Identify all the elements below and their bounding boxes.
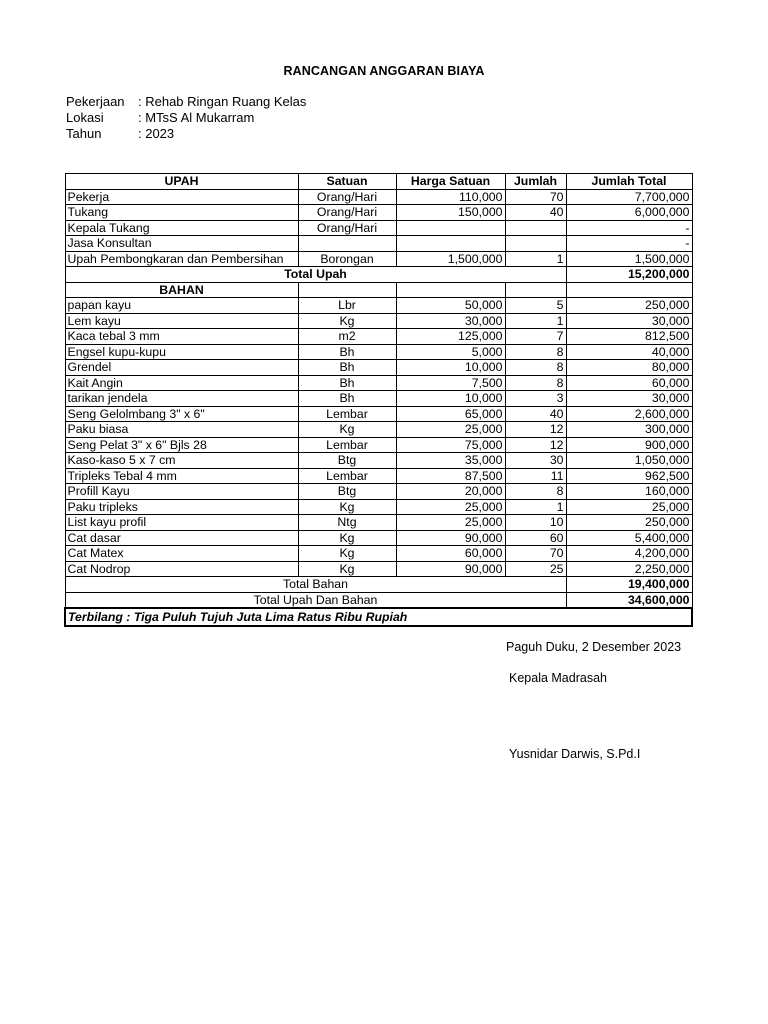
item-cell: Grendel [65,360,298,376]
total-cell: 80,000 [566,360,692,376]
harga-cell [396,236,505,252]
item-cell: papan kayu [65,298,298,314]
table-row [65,422,692,438]
harga-cell: 25,000 [396,515,505,531]
satuan-cell: Bh [298,360,396,376]
harga-cell: 50,000 [396,298,505,314]
jumlah-cell: 12 [505,422,566,438]
item-cell: Kaca tebal 3 mm [65,329,298,345]
jumlah-cell [505,220,566,236]
total-cell: - [566,236,692,252]
item-cell: Lem kayu [65,313,298,329]
total-cell: 962,500 [566,468,692,484]
signature-name: Yusnidar Darwis, S.Pd.I [509,747,641,761]
item-cell: Pekerja [65,189,298,205]
total-cell: 2,600,000 [566,406,692,422]
jumlah-cell: 11 [505,468,566,484]
satuan-cell: Orang/Hari [298,220,396,236]
item-cell: tarikan jendela [65,391,298,407]
empty-cell [396,282,505,298]
jumlah-cell: 1 [505,251,566,267]
total-upah-value: 15,200,000 [566,267,692,283]
table-row [65,375,692,391]
harga-cell: 125,000 [396,329,505,345]
empty-cell [505,282,566,298]
table-row [65,298,692,314]
table-row [65,391,692,407]
table-row [65,468,692,484]
table-row [65,515,692,531]
satuan-cell: Lbr [298,298,396,314]
satuan-cell: Orang/Hari [298,189,396,205]
item-cell: List kayu profil [65,515,298,531]
total-cell: 25,000 [566,499,692,515]
table-row [65,360,692,376]
total-cell: 2,250,000 [566,561,692,577]
total-cell: 900,000 [566,437,692,453]
jumlah-cell: 8 [505,360,566,376]
table-row [65,499,692,515]
jumlah-cell: 7 [505,329,566,345]
harga-cell [396,220,505,236]
harga-cell: 7,500 [396,375,505,391]
info-key: Pekerjaan [66,94,125,109]
total-cell: 60,000 [566,375,692,391]
table-row [65,313,692,329]
table-row [65,220,692,236]
harga-cell: 90,000 [396,561,505,577]
harga-cell: 20,000 [396,484,505,500]
jumlah-cell: 40 [505,406,566,422]
item-cell: Paku biasa [65,422,298,438]
jumlah-cell [505,236,566,252]
jumlah-cell: 5 [505,298,566,314]
total-cell: 300,000 [566,422,692,438]
jumlah-cell: 1 [505,499,566,515]
harga-cell: 25,000 [396,422,505,438]
harga-cell: 5,000 [396,344,505,360]
info-key: Tahun [66,126,102,141]
satuan-cell: Btg [298,453,396,469]
item-cell: Jasa Konsultan [65,236,298,252]
total-cell: 250,000 [566,515,692,531]
item-cell: Engsel kupu-kupu [65,344,298,360]
satuan-cell: Bh [298,391,396,407]
bahan-header: BAHAN [65,282,298,298]
total-cell: - [566,220,692,236]
header-jumlah: Jumlah [505,174,566,190]
table-row [65,344,692,360]
satuan-cell: Kg [298,561,396,577]
item-cell: Kait Angin [65,375,298,391]
total-cell: 1,050,000 [566,453,692,469]
jumlah-cell: 8 [505,375,566,391]
harga-cell: 35,000 [396,453,505,469]
harga-cell: 60,000 [396,546,505,562]
item-cell: Seng Gelolmbang 3" x 6" [65,406,298,422]
info-key: Lokasi [66,110,104,125]
item-cell: Cat Nodrop [65,561,298,577]
info-row-tahun [66,126,306,142]
table-row [65,561,692,577]
total-cell: 812,500 [566,329,692,345]
satuan-cell: Bh [298,344,396,360]
satuan-cell: Borongan [298,251,396,267]
table-row [65,437,692,453]
table-row [65,205,692,221]
item-cell: Cat Matex [65,546,298,562]
total-cell: 1,500,000 [566,251,692,267]
total-bahan-row [65,577,692,593]
table-row [65,453,692,469]
satuan-cell: Ntg [298,515,396,531]
total-upah-row [65,267,692,283]
jumlah-cell: 8 [505,344,566,360]
satuan-cell: Kg [298,422,396,438]
header-satuan: Satuan [298,174,396,190]
satuan-cell: Orang/Hari [298,205,396,221]
harga-cell: 30,000 [396,313,505,329]
table-row [65,546,692,562]
grand-total-value: 34,600,000 [566,592,692,608]
satuan-cell: Lembar [298,437,396,453]
satuan-cell: Btg [298,484,396,500]
jumlah-cell: 1 [505,313,566,329]
info-row-lokasi [66,110,306,126]
header-harga-satuan: Harga Satuan [396,174,505,190]
harga-cell: 90,000 [396,530,505,546]
empty-cell [566,282,692,298]
table-row [65,329,692,345]
satuan-cell: Kg [298,546,396,562]
jumlah-cell: 70 [505,189,566,205]
grand-total-label: Total Upah Dan Bahan [65,592,566,608]
total-cell: 5,400,000 [566,530,692,546]
info-value: : Rehab Ringan Ruang Kelas [138,94,307,109]
item-cell: Profill Kayu [65,484,298,500]
info-value: : 2023 [138,126,175,141]
signature-place-date: Paguh Duku, 2 Desember 2023 [506,640,682,654]
item-cell: Kepala Tukang [65,220,298,236]
header-jumlah-total: Jumlah Total [566,174,692,190]
item-cell: Tripleks Tebal 4 mm [65,468,298,484]
signature-position: Kepala Madrasah [509,671,607,685]
harga-cell: 150,000 [396,205,505,221]
jumlah-cell: 30 [505,453,566,469]
table-row [65,406,692,422]
table-row [65,530,692,546]
jumlah-cell: 25 [505,561,566,577]
total-cell: 30,000 [566,391,692,407]
budget-table [64,173,693,627]
item-cell: Tukang [65,205,298,221]
satuan-cell: Bh [298,375,396,391]
total-bahan-label: Total Bahan [65,577,566,593]
jumlah-cell: 60 [505,530,566,546]
table-row [65,189,692,205]
item-cell: Seng Pelat 3" x 6" Bjls 28 [65,437,298,453]
info-row-pekerjaan [66,94,306,110]
document-title: RANCANGAN ANGGARAN BIAYA [283,64,485,78]
total-cell: 250,000 [566,298,692,314]
total-cell: 4,200,000 [566,546,692,562]
harga-cell: 10,000 [396,360,505,376]
table-row [65,251,692,267]
satuan-cell: Lembar [298,468,396,484]
total-upah-label: Total Upah [65,267,566,283]
info-value: : MTsS Al Mukarram [138,110,255,125]
jumlah-cell: 40 [505,205,566,221]
jumlah-cell: 8 [505,484,566,500]
harga-cell: 75,000 [396,437,505,453]
table-row [65,236,692,252]
satuan-cell: Kg [298,530,396,546]
jumlah-cell: 3 [505,391,566,407]
grand-total-row [65,592,692,608]
item-cell: Cat dasar [65,530,298,546]
satuan-cell [298,236,396,252]
empty-cell [298,282,396,298]
harga-cell: 87,500 [396,468,505,484]
satuan-cell: m2 [298,329,396,345]
harga-cell: 1,500,000 [396,251,505,267]
harga-cell: 25,000 [396,499,505,515]
total-cell: 30,000 [566,313,692,329]
table-header-row [65,174,692,190]
item-cell: Upah Pembongkaran dan Pembersihan [65,251,298,267]
satuan-cell: Kg [298,499,396,515]
jumlah-cell: 12 [505,437,566,453]
harga-cell: 110,000 [396,189,505,205]
satuan-cell: Kg [298,313,396,329]
total-cell: 7,700,000 [566,189,692,205]
terbilang-row [65,608,692,626]
project-info [66,94,306,142]
bahan-header-row [65,282,692,298]
item-cell: Kaso-kaso 5 x 7 cm [65,453,298,469]
total-cell: 40,000 [566,344,692,360]
table-row [65,484,692,500]
total-cell: 6,000,000 [566,205,692,221]
item-cell: Paku tripleks [65,499,298,515]
jumlah-cell: 10 [505,515,566,531]
satuan-cell: Lembar [298,406,396,422]
harga-cell: 65,000 [396,406,505,422]
header-upah: UPAH [65,174,298,190]
total-bahan-value: 19,400,000 [566,577,692,593]
total-cell: 160,000 [566,484,692,500]
harga-cell: 10,000 [396,391,505,407]
terbilang-text: Terbilang : Tiga Puluh Tujuh Juta Lima Ratus Ribu Rupiah [65,608,692,626]
jumlah-cell: 70 [505,546,566,562]
